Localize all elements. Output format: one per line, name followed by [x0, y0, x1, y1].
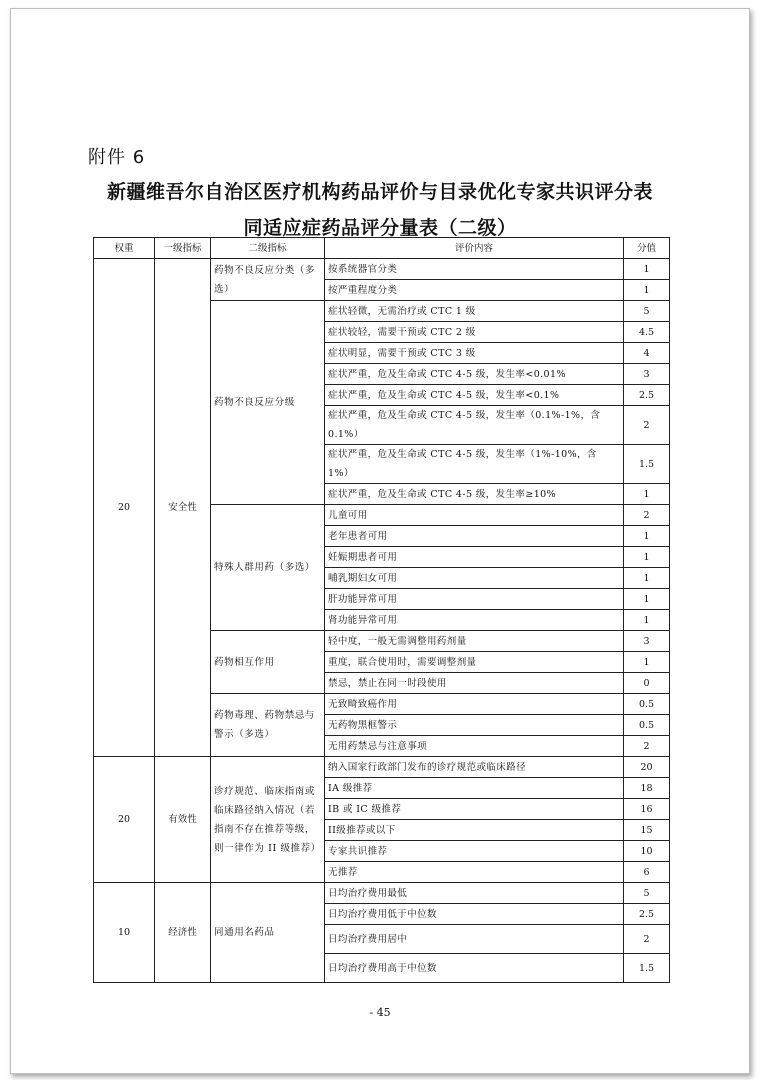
level2-cell: 药物不良反应分级	[211, 301, 325, 505]
content-cell: 专家共识推荐	[325, 841, 624, 862]
score-cell: 5	[624, 883, 670, 904]
score-cell: 2	[624, 406, 670, 445]
header-score: 分值	[624, 238, 670, 259]
table-row	[94, 259, 670, 280]
level1-cell: 有效性	[155, 757, 211, 883]
score-cell: 1	[624, 280, 670, 301]
table-row	[94, 883, 670, 904]
level2-cell: 同通用名药品	[211, 883, 325, 983]
table-row	[94, 757, 670, 778]
score-cell: 3	[624, 631, 670, 652]
content-cell: 症状严重，危及生命或 CTC 4-5 级，发生率≥10%	[325, 484, 624, 505]
content-cell: 老年患者可用	[325, 526, 624, 547]
document-subtitle: 同适应症药品评分量表（二级）	[243, 217, 517, 239]
level1-cell: 安全性	[155, 259, 211, 757]
content-cell: 纳入国家行政部门发布的诊疗规范或临床路径	[325, 757, 624, 778]
score-cell: 1	[624, 484, 670, 505]
score-cell: 2	[624, 925, 670, 954]
content-cell: 症状较轻，需要干预或 CTC 2 级	[325, 322, 624, 343]
score-cell: 0	[624, 673, 670, 694]
header-content: 评价内容	[325, 238, 624, 259]
score-cell: 1	[624, 526, 670, 547]
content-cell: 重度，联合使用时，需要调整剂量	[325, 652, 624, 673]
document-title: 新疆维吾尔自治区医疗机构药品评价与目录优化专家共识评分表	[106, 181, 653, 203]
content-cell: 无药物黑框警示	[325, 715, 624, 736]
content-cell: 肝功能异常可用	[325, 589, 624, 610]
score-cell: 1	[624, 568, 670, 589]
header-level1: 一级指标	[155, 238, 211, 259]
content-cell: 症状严重，危及生命或 CTC 4-5 级，发生率（0.1%-1%，含 0.1%）	[325, 406, 624, 445]
content-cell: 日均治疗费用居中	[325, 925, 624, 954]
content-cell: 无推荐	[325, 862, 624, 883]
score-cell: 18	[624, 778, 670, 799]
score-cell: 3	[624, 364, 670, 385]
content-cell: 按系统器官分类	[325, 259, 624, 280]
content-cell: IA 级推荐	[325, 778, 624, 799]
content-cell: 哺乳期妇女可用	[325, 568, 624, 589]
score-cell: 2	[624, 736, 670, 757]
page-number: - 45	[369, 1006, 391, 1019]
content-cell: 症状严重，危及生命或 CTC 4-5 级，发生率（1%-10%，含 1%）	[325, 445, 624, 484]
content-cell: 按严重程度分类	[325, 280, 624, 301]
score-cell: 16	[624, 799, 670, 820]
level2-cell: 诊疗规范、临床指南或临床路径纳入情况（若指南不存在推荐等级，则一律作为 II 级推荐）	[211, 757, 325, 883]
content-cell: 无致畸致癌作用	[325, 694, 624, 715]
score-cell: 1	[624, 259, 670, 280]
score-cell: 2	[624, 505, 670, 526]
content-cell: 症状严重，危及生命或 CTC 4-5 级，发生率<0.01%	[325, 364, 624, 385]
table-header-row	[94, 238, 670, 259]
score-cell: 6	[624, 862, 670, 883]
content-cell: 妊娠期患者可用	[325, 547, 624, 568]
content-cell: 轻中度，一般无需调整用药剂量	[325, 631, 624, 652]
content-cell: 日均治疗费用最低	[325, 883, 624, 904]
header-weight: 权重	[94, 238, 155, 259]
content-cell: 肾功能异常可用	[325, 610, 624, 631]
score-cell: 20	[624, 757, 670, 778]
score-cell: 2.5	[624, 385, 670, 406]
score-cell: 5	[624, 301, 670, 322]
content-cell: 禁忌，禁止在同一时段使用	[325, 673, 624, 694]
score-cell: 2.5	[624, 904, 670, 925]
score-cell: 10	[624, 841, 670, 862]
content-cell: II级推荐或以下	[325, 820, 624, 841]
level2-cell: 特殊人群用药（多选）	[211, 505, 325, 631]
content-cell: 儿童可用	[325, 505, 624, 526]
score-cell: 15	[624, 820, 670, 841]
content-cell: 无用药禁忌与注意事项	[325, 736, 624, 757]
score-cell: 1	[624, 652, 670, 673]
weight-cell: 20	[94, 757, 155, 883]
level1-cell: 经济性	[155, 883, 211, 983]
content-cell: 症状轻微，无需治疗或 CTC 1 级	[325, 301, 624, 322]
level2-cell: 药物毒理、药物禁忌与警示（多选）	[211, 694, 325, 757]
content-cell: 日均治疗费用高于中位数	[325, 954, 624, 983]
content-cell: 症状严重，危及生命或 CTC 4-5 级，发生率<0.1%	[325, 385, 624, 406]
weight-cell: 20	[94, 259, 155, 757]
level2-cell: 药物相互作用	[211, 631, 325, 694]
score-cell: 4.5	[624, 322, 670, 343]
level2-cell: 药物不良反应分类（多选）	[211, 259, 325, 301]
weight-cell: 10	[94, 883, 155, 983]
score-cell: 0.5	[624, 694, 670, 715]
score-cell: 1.5	[624, 445, 670, 484]
attachment-label: 附件 6	[88, 147, 146, 168]
score-table	[93, 237, 670, 983]
score-cell: 1.5	[624, 954, 670, 983]
score-cell: 1	[624, 589, 670, 610]
content-cell: 症状明显，需要干预或 CTC 3 级	[325, 343, 624, 364]
content-cell: IB 或 IC 级推荐	[325, 799, 624, 820]
score-cell: 1	[624, 547, 670, 568]
content-cell: 日均治疗费用低于中位数	[325, 904, 624, 925]
score-cell: 1	[624, 610, 670, 631]
header-level2: 二级指标	[211, 238, 325, 259]
score-cell: 4	[624, 343, 670, 364]
score-cell: 0.5	[624, 715, 670, 736]
